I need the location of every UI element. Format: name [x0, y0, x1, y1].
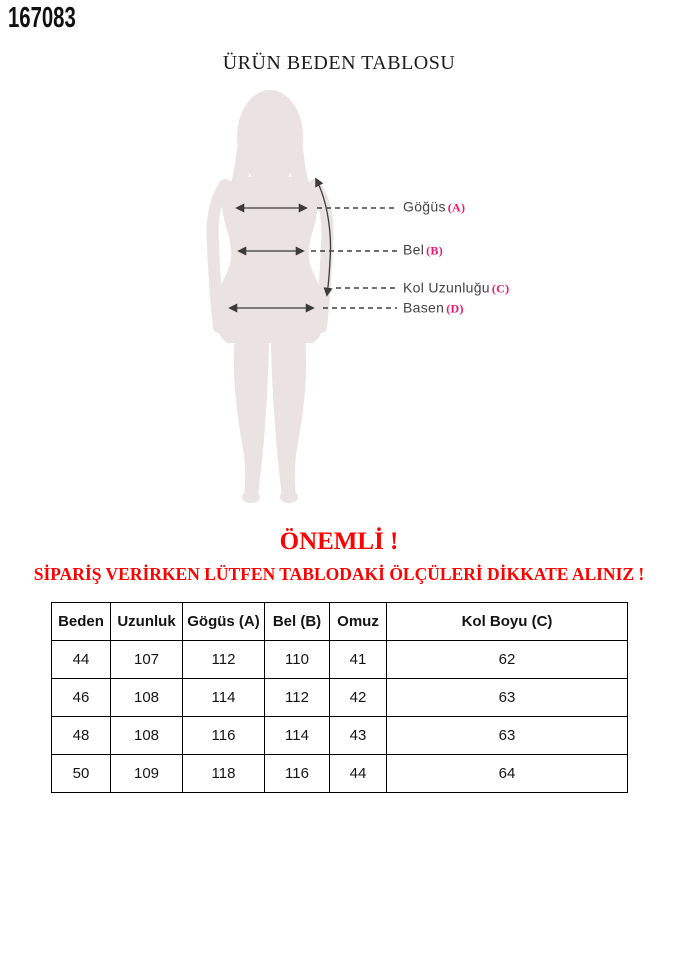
- cell: 41: [330, 641, 387, 679]
- cell: 46: [52, 679, 111, 717]
- size-table: [51, 602, 628, 793]
- waist-label-letter: (B): [426, 243, 444, 258]
- size-row: [52, 679, 628, 717]
- chest-label-letter: (A): [447, 200, 466, 215]
- cell: 112: [183, 641, 265, 679]
- cell: 62: [387, 641, 628, 679]
- waist-measure-label: [403, 242, 443, 259]
- cell: 116: [265, 755, 330, 793]
- size-row: [52, 641, 628, 679]
- cell: 108: [111, 679, 183, 717]
- waist-label-text: Bel: [403, 241, 425, 258]
- female-silhouette: [213, 90, 328, 503]
- cell: 64: [387, 755, 628, 793]
- important-heading: ÖNEMLİ !: [279, 528, 399, 555]
- cell: 63: [387, 717, 628, 755]
- size-table-header-row: [52, 603, 628, 641]
- header-beden: Beden: [52, 603, 111, 641]
- cell: 116: [183, 717, 265, 755]
- cell: 50: [52, 755, 111, 793]
- product-code: 167083: [8, 2, 76, 34]
- header-bel: Bel (B): [265, 603, 330, 641]
- size-row: [52, 717, 628, 755]
- hip-label-text: Basen: [403, 299, 445, 316]
- cell: 114: [183, 679, 265, 717]
- cell: 43: [330, 717, 387, 755]
- page-title: ÜRÜN BEDEN TABLOSU: [222, 52, 456, 74]
- cell: 63: [387, 679, 628, 717]
- header-uzunluk: Uzunluk: [111, 603, 183, 641]
- header-gogus: Gögüs (A): [183, 603, 265, 641]
- sleeve-label-text: Kol Uzunluğu: [403, 279, 490, 296]
- hip-measure-label: [403, 300, 464, 317]
- cell: 42: [330, 679, 387, 717]
- cell: 107: [111, 641, 183, 679]
- cell: 109: [111, 755, 183, 793]
- sleeve-label-letter: (C): [491, 281, 510, 296]
- cell: 114: [265, 717, 330, 755]
- size-table-container: [51, 602, 627, 793]
- body-measurement-figure: [195, 85, 510, 515]
- size-row: [52, 755, 628, 793]
- cell: 108: [111, 717, 183, 755]
- header-omuz: Omuz: [330, 603, 387, 641]
- cell: 48: [52, 717, 111, 755]
- chest-measure-label: [403, 199, 465, 216]
- chest-label-text: Göğüs: [403, 198, 446, 215]
- cell: 44: [330, 755, 387, 793]
- hip-label-letter: (D): [446, 301, 464, 316]
- cell: 112: [265, 679, 330, 717]
- header-kol-boyu: Kol Boyu (C): [387, 603, 628, 641]
- important-subheading: SİPARİŞ VERİRKEN LÜTFEN TABLODAKİ ÖLÇÜLERİ DİKKATE ALINIZ !: [33, 564, 645, 584]
- cell: 44: [52, 641, 111, 679]
- sleeve-measure-label: [403, 280, 509, 297]
- cell: 118: [183, 755, 265, 793]
- cell: 110: [265, 641, 330, 679]
